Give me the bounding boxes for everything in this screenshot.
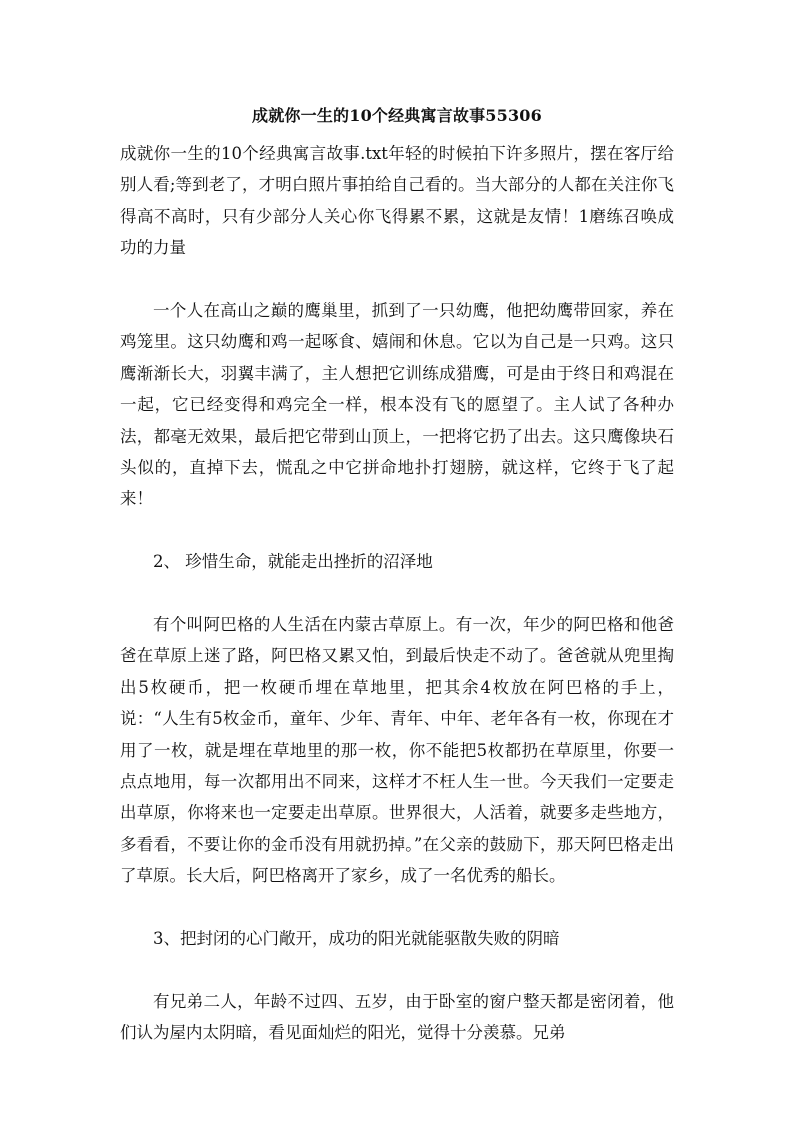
story-3-heading: 3、把封闭的心门敞开，成功的阳光就能驱散失败的阴暗	[153, 929, 560, 949]
story-2-heading: 2、 珍惜生命，就能走出挫折的沼泽地	[153, 552, 433, 572]
paragraph-spacer	[120, 264, 674, 295]
story-1-paragraph: 一个人在高山之巅的鹰巢里，抓到了一只幼鹰，他把幼鹰带回家，养在鸡笼里。这只幼鹰和鸡一起啄食、嬉闹和休息。它以为自己是一只鸡。这只鹰渐渐长大，羽翼丰满了，主人想把它训练成猎鹰，可是由于终日和鸡混在一起，它已经变得和鸡完全一样，根本没有飞的愿望了。主人试了各种办法，都毫无效果，最后把它带到山顶上，一把将它扔了出去。这只鹰像块石头似的，直掉下去，慌乱之中它拼命地扑打翅膀，就这样，它终于飞了起来！	[120, 301, 674, 509]
paragraph-spacer	[120, 892, 674, 923]
paragraph-spacer	[120, 515, 674, 546]
document-title: 成就你一生的10个经典寓言故事55306	[252, 106, 542, 125]
intro-paragraph: 成就你一生的10个经典寓言故事.txt年轻的时候拍下许多照片，摆在客厅给别人看;等到老了，才明白照片事拍给自己看的。当大部分的人都在关注你飞得高不高时，只有少部分人关心你飞得累不累，这就是友情！1磨练召唤成功的力量	[120, 144, 674, 258]
paragraph-spacer	[120, 955, 674, 986]
story-2-paragraph: 有个叫阿巴格的人生活在内蒙古草原上。有一次，年少的阿巴格和他爸爸在草原上迷了路，阿巴格又累又怕，到最后快走不动了。爸爸就从兜里掏出5枚硬币，把一枚硬币埋在草地里，把其余4枚放在阿巴格的手上，说：“人生有5枚金币，童年、少年、青年、中年、老年各有一枚，你现在才用了一枚，就是埋在草地里的那一枚，你不能把5枚都扔在草原里，你要一点点地用，每一次都用出不同来，这样才不枉人生一世。今天我们一定要走出草原，你将来也一定要走出草原。世界很大，人活着，就要多走些地方，多看看，不要让你的金币没有用就扔掉。”在父亲的鼓励下，那天阿巴格走出了草原。长大后，阿巴格离开了家乡，成了一名优秀的船长。	[120, 615, 674, 886]
document-body	[120, 138, 674, 1049]
paragraph-spacer	[120, 578, 674, 609]
story-3-paragraph: 有兄弟二人，年龄不过四、五岁，由于卧室的窗户整天都是密闭着，他们认为屋内太阴暗，看见面灿烂的阳光，觉得十分羡慕。兄弟	[120, 991, 674, 1043]
